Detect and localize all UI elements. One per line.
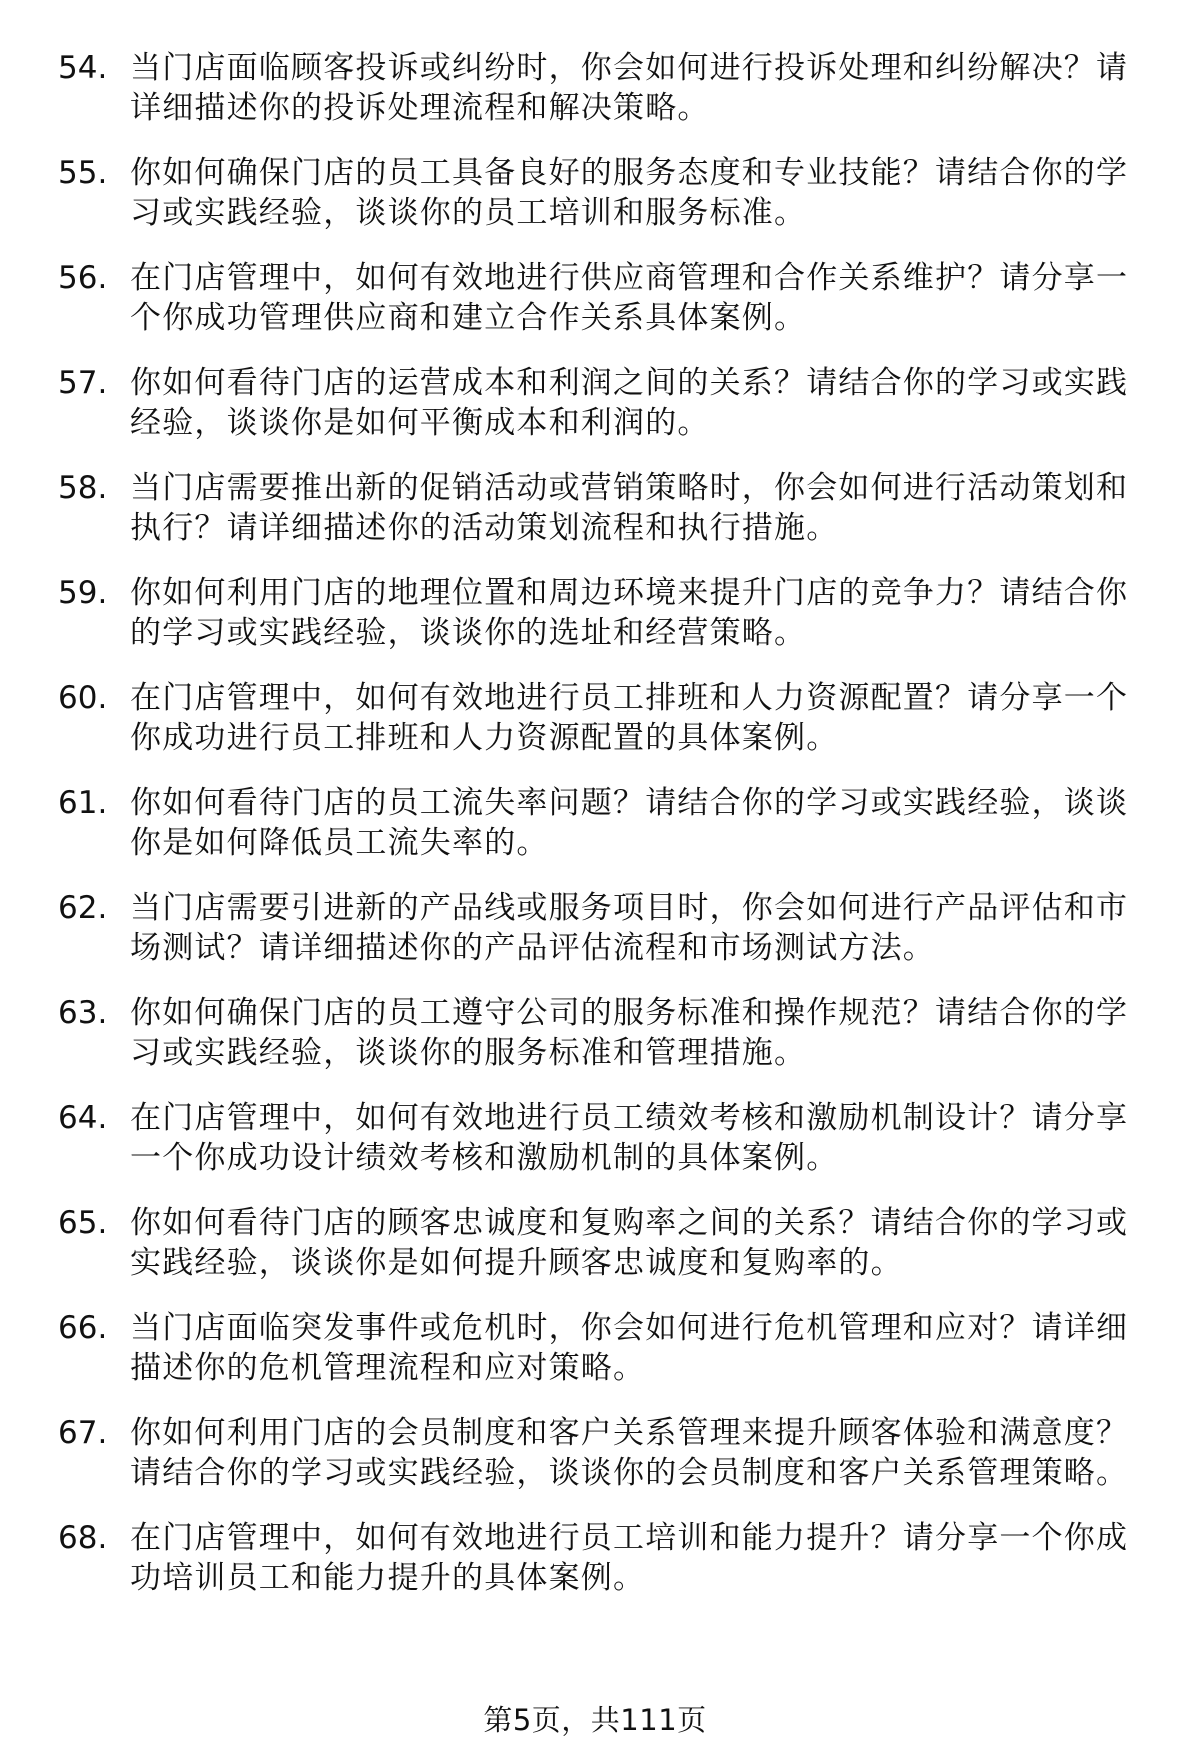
question-text: 你如何看待门店的运营成本和利润之间的关系？请结合你的学习或实践经验，谈谈你是如何平衡成本和利润的。 (130, 365, 1129, 441)
question-item-66 (58, 1308, 1158, 1388)
question-item-68 (58, 1518, 1158, 1598)
question-number: 60. (58, 680, 108, 716)
question-item-59 (58, 573, 1158, 653)
question-number: 56. (58, 260, 108, 296)
question-text: 在门店管理中，如何有效地进行供应商管理和合作关系维护？请分享一个你成功管理供应商和建立合作关系具体案例。 (130, 260, 1129, 336)
question-text: 你如何看待门店的员工流失率问题？请结合你的学习或实践经验，谈谈你是如何降低员工流失率的。 (130, 785, 1129, 861)
question-text: 当门店需要引进新的产品线或服务项目时，你会如何进行产品评估和市场测试？请详细描述你的产品评估流程和市场测试方法。 (130, 890, 1129, 966)
question-number: 67. (58, 1415, 108, 1451)
question-item-65 (58, 1203, 1158, 1283)
question-item-58 (58, 468, 1158, 548)
question-text: 你如何利用门店的会员制度和客户关系管理来提升顾客体验和满意度？请结合你的学习或实践经验，谈谈你的会员制度和客户关系管理策略。 (130, 1415, 1129, 1491)
question-item-67 (58, 1413, 1158, 1493)
question-item-54 (58, 48, 1158, 128)
question-text: 当门店面临顾客投诉或纠纷时，你会如何进行投诉处理和纠纷解决？请详细描述你的投诉处理流程和解决策略。 (130, 50, 1129, 126)
question-number: 58. (58, 470, 108, 506)
question-item-56 (58, 258, 1158, 338)
question-item-60 (58, 678, 1158, 758)
question-text: 在门店管理中，如何有效地进行员工绩效考核和激励机制设计？请分享一个你成功设计绩效考核和激励机制的具体案例。 (130, 1100, 1129, 1176)
question-item-64 (58, 1098, 1158, 1178)
question-item-62 (58, 888, 1158, 968)
question-text: 当门店面临突发事件或危机时，你会如何进行危机管理和应对？请详细描述你的危机管理流程和应对策略。 (130, 1310, 1129, 1386)
question-text: 在门店管理中，如何有效地进行员工排班和人力资源配置？请分享一个你成功进行员工排班和人力资源配置的具体案例。 (130, 680, 1129, 756)
question-text: 你如何确保门店的员工遵守公司的服务标准和操作规范？请结合你的学习或实践经验，谈谈你的服务标准和管理措施。 (130, 995, 1129, 1071)
question-text: 你如何确保门店的员工具备良好的服务态度和专业技能？请结合你的学习或实践经验，谈谈你的员工培训和服务标准。 (130, 155, 1129, 231)
question-number: 61. (58, 785, 108, 821)
question-number: 62. (58, 890, 108, 926)
question-number: 64. (58, 1100, 108, 1136)
question-item-57 (58, 363, 1158, 443)
question-text: 你如何利用门店的地理位置和周边环境来提升门店的竞争力？请结合你的学习或实践经验，谈谈你的选址和经营策略。 (130, 575, 1129, 651)
question-item-63 (58, 993, 1158, 1073)
question-number: 63. (58, 995, 108, 1031)
question-number: 59. (58, 575, 108, 611)
question-number: 66. (58, 1310, 108, 1346)
question-list (58, 48, 1158, 1623)
question-number: 65. (58, 1205, 108, 1241)
question-number: 57. (58, 365, 108, 401)
question-number: 55. (58, 155, 108, 191)
question-text: 在门店管理中，如何有效地进行员工培训和能力提升？请分享一个你成功培训员工和能力提升的具体案例。 (130, 1520, 1129, 1596)
page-footer: 第5页，共111页 (483, 1703, 707, 1737)
question-text: 你如何看待门店的顾客忠诚度和复购率之间的关系？请结合你的学习或实践经验，谈谈你是如何提升顾客忠诚度和复购率的。 (130, 1205, 1129, 1281)
question-item-61 (58, 783, 1158, 863)
question-item-55 (58, 153, 1158, 233)
question-number: 54. (58, 50, 108, 86)
question-number: 68. (58, 1520, 108, 1556)
question-text: 当门店需要推出新的促销活动或营销策略时，你会如何进行活动策划和执行？请详细描述你的活动策划流程和执行措施。 (130, 470, 1129, 546)
